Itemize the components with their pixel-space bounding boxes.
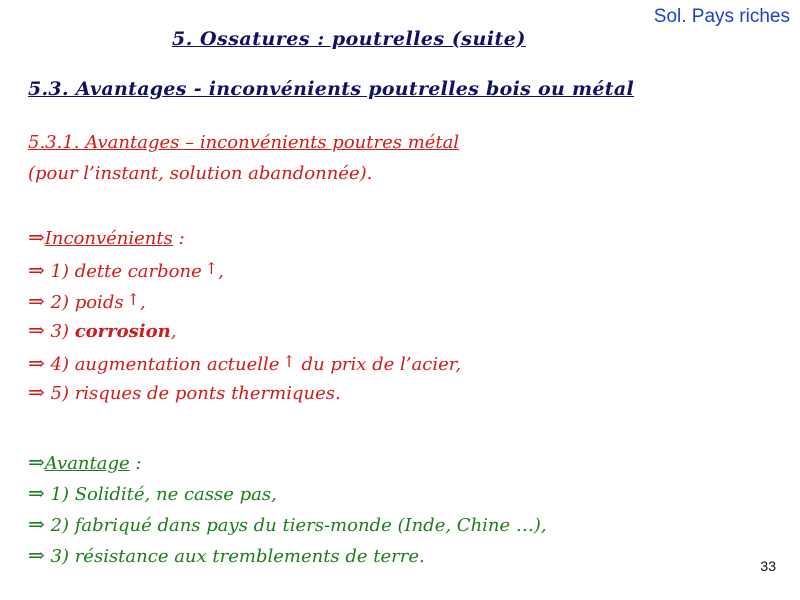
- inconvenients-block: [28, 222, 461, 408]
- avantage-label-suffix: :: [129, 453, 142, 474]
- implies-arrow-icon: ⇒: [28, 258, 45, 282]
- item-text: 2) fabriqué dans pays du tiers-monde (Inde, Chine …),: [50, 515, 547, 536]
- implies-arrow-icon: ⇒: [28, 543, 45, 567]
- page-number: 33: [760, 558, 776, 574]
- implies-arrow-icon: ⇒: [28, 380, 45, 404]
- item-after: du prix de l’acier,: [295, 354, 462, 375]
- implies-arrow-icon: ⇒: [28, 289, 45, 313]
- avantage-block: [28, 447, 547, 571]
- list-item: [28, 540, 547, 571]
- up-arrow-icon: ↑: [204, 259, 219, 278]
- item-text: 4) augmentation actuelle: [50, 354, 280, 375]
- implies-arrow-icon: ⇒: [28, 225, 45, 249]
- section-subtitle: 5.3. Avantages - inconvénients poutrelles bois ou métal: [28, 78, 635, 100]
- intro-note: (pour l’instant, solution abandonnée).: [28, 163, 373, 184]
- item-bold-text: corrosion: [74, 321, 171, 342]
- list-item: [28, 478, 547, 509]
- list-item: [28, 253, 461, 284]
- item-after: ,: [170, 321, 177, 342]
- list-item: [28, 284, 461, 315]
- page-title: 5. Ossatures : poutrelles (suite): [172, 28, 526, 50]
- item-text: 5) risques de ponts thermiques.: [50, 383, 341, 404]
- inconvenients-label-suffix: :: [172, 228, 185, 249]
- list-item: [28, 377, 461, 408]
- implies-arrow-icon: ⇒: [28, 318, 45, 342]
- intro-block: [28, 127, 459, 189]
- implies-arrow-icon: ⇒: [28, 450, 45, 474]
- implies-arrow-icon: ⇒: [28, 351, 45, 375]
- list-item: [28, 509, 547, 540]
- implies-arrow-icon: ⇒: [28, 481, 45, 505]
- item-after: ,: [139, 292, 146, 313]
- item-text: 1) dette carbone: [50, 261, 202, 282]
- avantage-label: Avantage: [44, 453, 130, 474]
- up-arrow-icon: ↑: [126, 290, 140, 309]
- item-text: 3) résistance aux tremblements de terre.: [50, 546, 425, 567]
- inconvenients-label: Inconvénients: [44, 228, 173, 249]
- list-item: [28, 315, 461, 346]
- intro-heading: 5.3.1. Avantages – inconvénients poutres métal: [28, 132, 460, 153]
- item-after: ,: [218, 261, 224, 282]
- corner-label: Sol. Pays riches: [653, 6, 790, 27]
- implies-arrow-icon: ⇒: [28, 512, 45, 536]
- item-text: 3): [50, 321, 75, 342]
- item-text: 2) poids: [50, 292, 124, 313]
- up-arrow-icon: ↑: [282, 352, 296, 371]
- item-text: 1) Solidité, ne casse pas,: [50, 484, 277, 505]
- list-item: [28, 346, 461, 377]
